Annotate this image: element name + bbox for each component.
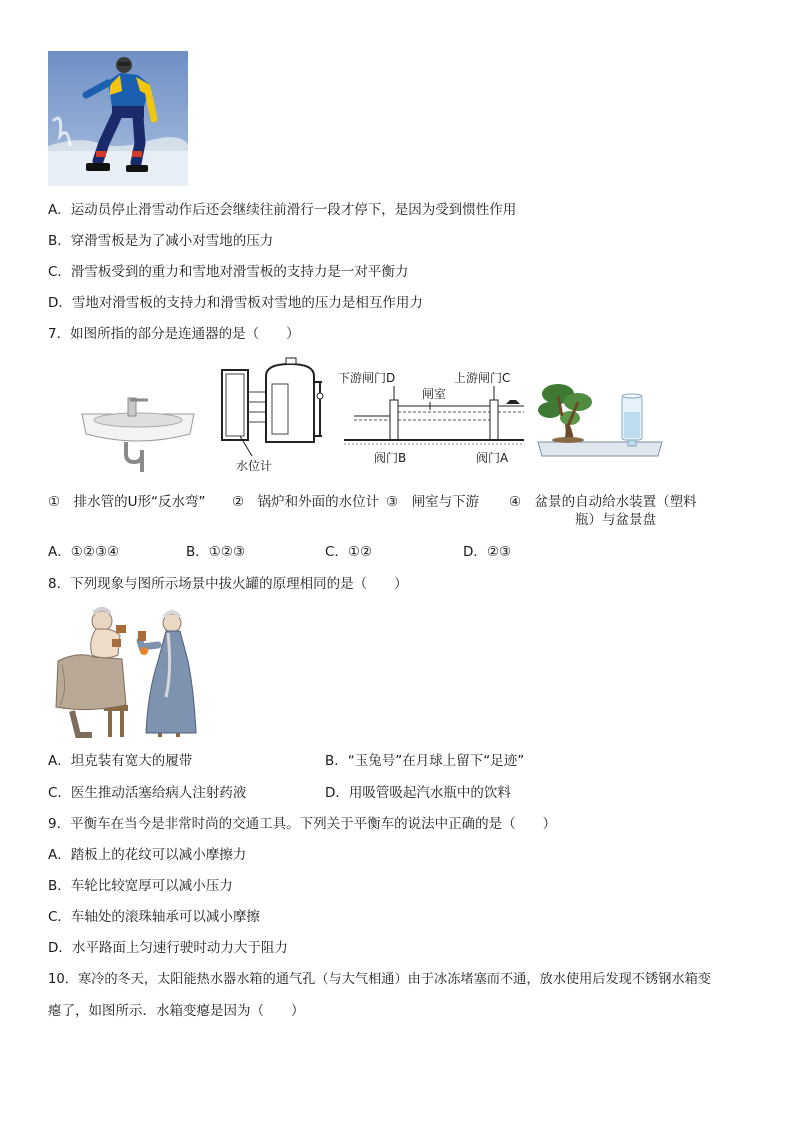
q7-stem: 7．如图所指的部分是连通器的是（ ） (48, 326, 300, 342)
q9-option-b: B．车轮比较宽厚可以减小压力 (48, 878, 233, 894)
upstream-gate-label: 上游闸门C (454, 371, 511, 385)
q8-option-d: D．用吸管吸起汽水瓶中的饮料 (325, 785, 511, 801)
q7-caption-1: ① 排水管的U形“反水弯” (48, 494, 206, 510)
q10-stem-line-1: 10．寒冷的冬天，太阳能热水器水箱的通气孔（与大气相通）由于冰冻堵塞而不通，放水使用后发现不锈钢水箱变 (48, 972, 711, 987)
q8-option-a: A．坦克装有宽大的履带 (48, 753, 193, 769)
q7-option-d: D．②③ (463, 544, 512, 560)
q10-stem-line-2: 瘪了，如图所示．水箱变瘪是因为（ ） (48, 1003, 305, 1019)
q9-option-d: D．水平路面上匀速行驶时动力大于阻力 (48, 940, 288, 956)
q7-option-b: B．①②③ (186, 544, 246, 560)
lock-chamber-label: 闸室 (422, 387, 447, 401)
valve-a-label: 阀门A (476, 451, 509, 465)
q8-stem: 8．下列现象与图所示场景中拔火罐的原理相同的是（ ） (48, 576, 408, 592)
bonsai-figure (534, 376, 666, 462)
valve-b-label: 阀门B (374, 451, 407, 465)
cupping-illustration (48, 601, 200, 741)
q6-option-a: A．运动员停止滑雪动作后还会继续往前滑行一段才停下，是因为受到惯性作用 (48, 202, 517, 218)
skier-photo (48, 51, 188, 186)
q8-option-b: B．“玉兔号”在月球上留下“足迹” (325, 753, 525, 769)
q6-option-c: C．滑雪板受到的重力和雪地对滑雪板的支持力是一对平衡力 (48, 264, 409, 280)
q7-caption-3: ③ 闸室与下游 (386, 494, 480, 510)
q9-option-c: C．车轴处的滚珠轴承可以减小摩擦 (48, 909, 260, 925)
q6-option-b: B．穿滑雪板是为了减小对雪地的压力 (48, 233, 274, 249)
q7-option-c: C．①② (325, 544, 373, 560)
q7-option-a: A．①②③④ (48, 544, 120, 560)
q6-option-d: D．雪地对滑雪板的支持力和滑雪板对雪地的压力是相互作用力 (48, 295, 423, 311)
q9-stem: 9．平衡车在当今是非常时尚的交通工具。下列关于平衡车的说法中正确的是（ ） (48, 816, 557, 832)
water-gauge-label: 水位计 (236, 459, 273, 473)
q7-caption-4-cont: 瓶）与盆景盘 (575, 512, 656, 528)
q7-caption-2: ② 锅炉和外面的水位计 (232, 494, 380, 510)
q7-caption-4: ④ 盆景的自动给水装置（塑料 (509, 494, 697, 510)
q9-option-a: A．踏板上的花纹可以减小摩擦力 (48, 847, 247, 863)
ship-lock-figure (334, 368, 528, 468)
boiler-figure (216, 356, 328, 480)
q8-option-c: C．医生推动活塞给病人注射药液 (48, 785, 247, 801)
sink-figure (78, 392, 198, 480)
downstream-gate-label: 下游闸门D (338, 371, 396, 385)
